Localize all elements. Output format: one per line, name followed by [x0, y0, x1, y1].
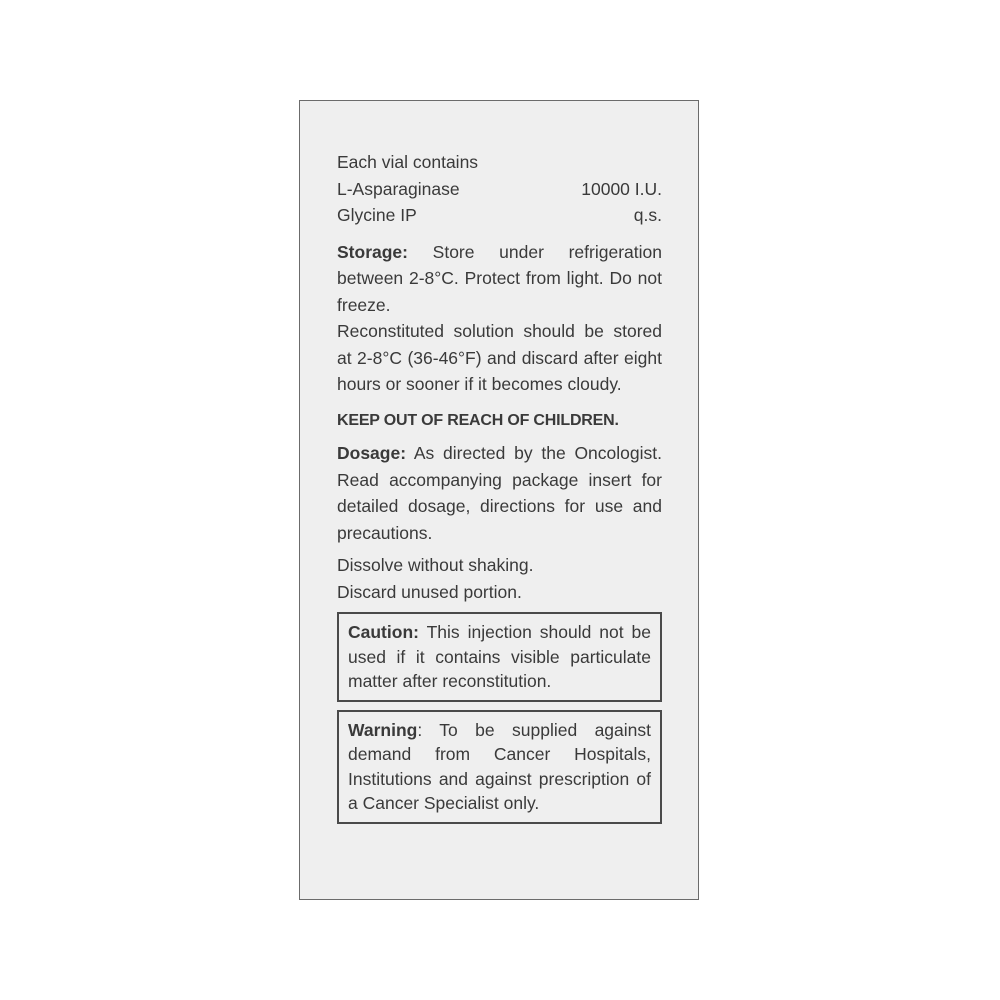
warning-text: : To be supplied against demand from Cancer Hospitals, Institutions and against prescription of a Cancer Specialist only. — [348, 719, 651, 813]
storage-paragraph — [337, 239, 662, 319]
dosage-paragraph — [337, 440, 662, 546]
discard-instruction: Discard unused portion. — [337, 581, 522, 602]
keep-out-of-reach-notice: KEEP OUT OF REACH OF CHILDREN. — [337, 411, 619, 429]
caution-box — [337, 612, 662, 702]
storage-text: Store under refrigeration between 2-8°C. Protect from light. Do not freeze. — [337, 241, 662, 315]
dissolve-instruction: Dissolve without shaking. — [337, 555, 534, 575]
warning-label: Warning — [348, 719, 418, 740]
ingredient-amount: 10000 I.U. — [581, 178, 662, 199]
composition-heading: Each vial contains — [337, 152, 479, 172]
label-content — [337, 149, 662, 824]
dosage-text: As directed by the Oncologist. Read accompanying package insert for detailed dosage, directions for use and precautions. — [337, 443, 662, 543]
caution-text: This injection should not be used if it contains visible particulate matter after reconstitution. — [348, 622, 651, 691]
ingredient-amount: q.s. — [633, 205, 662, 225]
reconstituted-paragraph: Reconstituted solution should be stored at 2-8°C (36-46°F) and discard after eight hours or sooner if it becomes cloudy. — [337, 321, 662, 394]
dosage-label: Dosage: — [337, 443, 407, 463]
ingredient-name: Glycine IP — [337, 205, 417, 225]
composition-row-glycine — [337, 202, 662, 229]
caution-label: Caution: — [348, 622, 419, 642]
storage-label: Storage: — [337, 241, 408, 262]
ingredient-name: L-Asparaginase — [337, 178, 460, 199]
composition-row-asparaginase — [337, 176, 662, 203]
vial-label-panel — [299, 100, 699, 900]
warning-box — [337, 710, 662, 824]
